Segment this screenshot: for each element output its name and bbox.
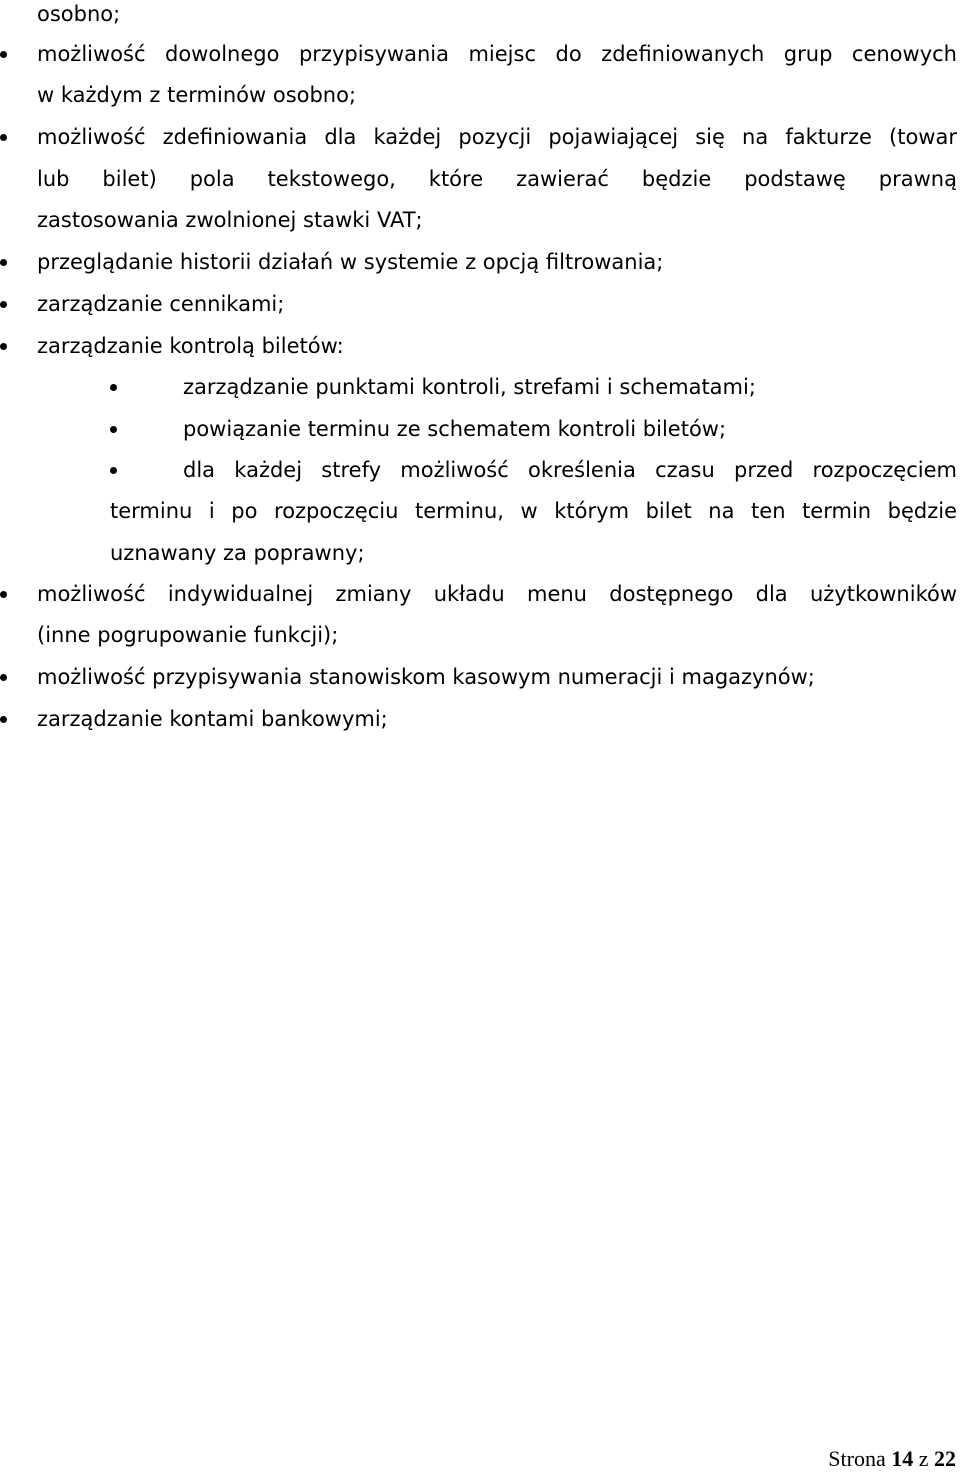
list-item-text: zastosowania zwolnionej stawki VAT; xyxy=(37,208,423,232)
sub-bullet-icon xyxy=(110,426,117,433)
bullet-icon xyxy=(0,259,7,266)
sub-bullet-icon xyxy=(110,467,117,474)
sub-list-item-text: zarządzanie punktami kontroli, strefami i schematami; xyxy=(183,375,756,399)
list-item-text: możliwość przypisywania stanowiskom kasowym numeracji i magazynów; xyxy=(37,665,815,689)
bullet-icon xyxy=(0,343,7,350)
bullet-icon xyxy=(0,674,7,681)
sub-list-item-text: powiązanie terminu ze schematem kontroli biletów; xyxy=(183,417,727,441)
bullet-icon xyxy=(0,51,7,58)
list-item-text: (inne pogrupowanie funkcji); xyxy=(37,623,339,647)
sub-list-item-text: dla każdej strefy możliwość określenia czasu przed rozpoczęciem xyxy=(183,458,957,482)
page-separator: z xyxy=(918,1446,929,1471)
list-item-text: możliwość zdefiniowania dla każdej pozycji pojawiającej się na fakturze (towar xyxy=(37,125,957,149)
bullet-icon xyxy=(0,134,7,141)
list-item-text: w każdym z terminów osobno; xyxy=(37,83,357,107)
sub-list-item-text: terminu i po rozpoczęciu terminu, w którym bilet na ten termin będzie xyxy=(110,499,957,523)
list-item-text: przeglądanie historii działań w systemie z opcją filtrowania; xyxy=(37,250,664,274)
sub-list-item-text: uznawany za poprawny; xyxy=(110,541,365,565)
bullet-icon xyxy=(0,301,7,308)
list-item-text: możliwość indywidualnej zmiany układu menu dostępnego dla użytkowników xyxy=(37,582,957,606)
list-item-text: zarządzanie cennikami; xyxy=(37,292,285,316)
total-pages: 22 xyxy=(934,1446,956,1471)
page-number xyxy=(828,1444,956,1474)
sub-bullet-icon xyxy=(110,384,117,391)
current-page: 14 xyxy=(891,1446,914,1471)
list-item-text: lub bilet) pola tekstowego, które zawierać będzie podstawę prawną xyxy=(37,167,957,191)
bullet-icon xyxy=(0,716,7,723)
list-item-text: zarządzanie kontrolą biletów: xyxy=(37,334,344,358)
list-item-text: zarządzanie kontami bankowymi; xyxy=(37,707,388,731)
bullet-icon xyxy=(0,591,7,598)
page-label: Strona xyxy=(828,1446,886,1471)
text-line: osobno; xyxy=(37,2,121,26)
list-item-text: możliwość dowolnego przypisywania miejsc do zdefiniowanych grup cenowych xyxy=(37,42,957,66)
